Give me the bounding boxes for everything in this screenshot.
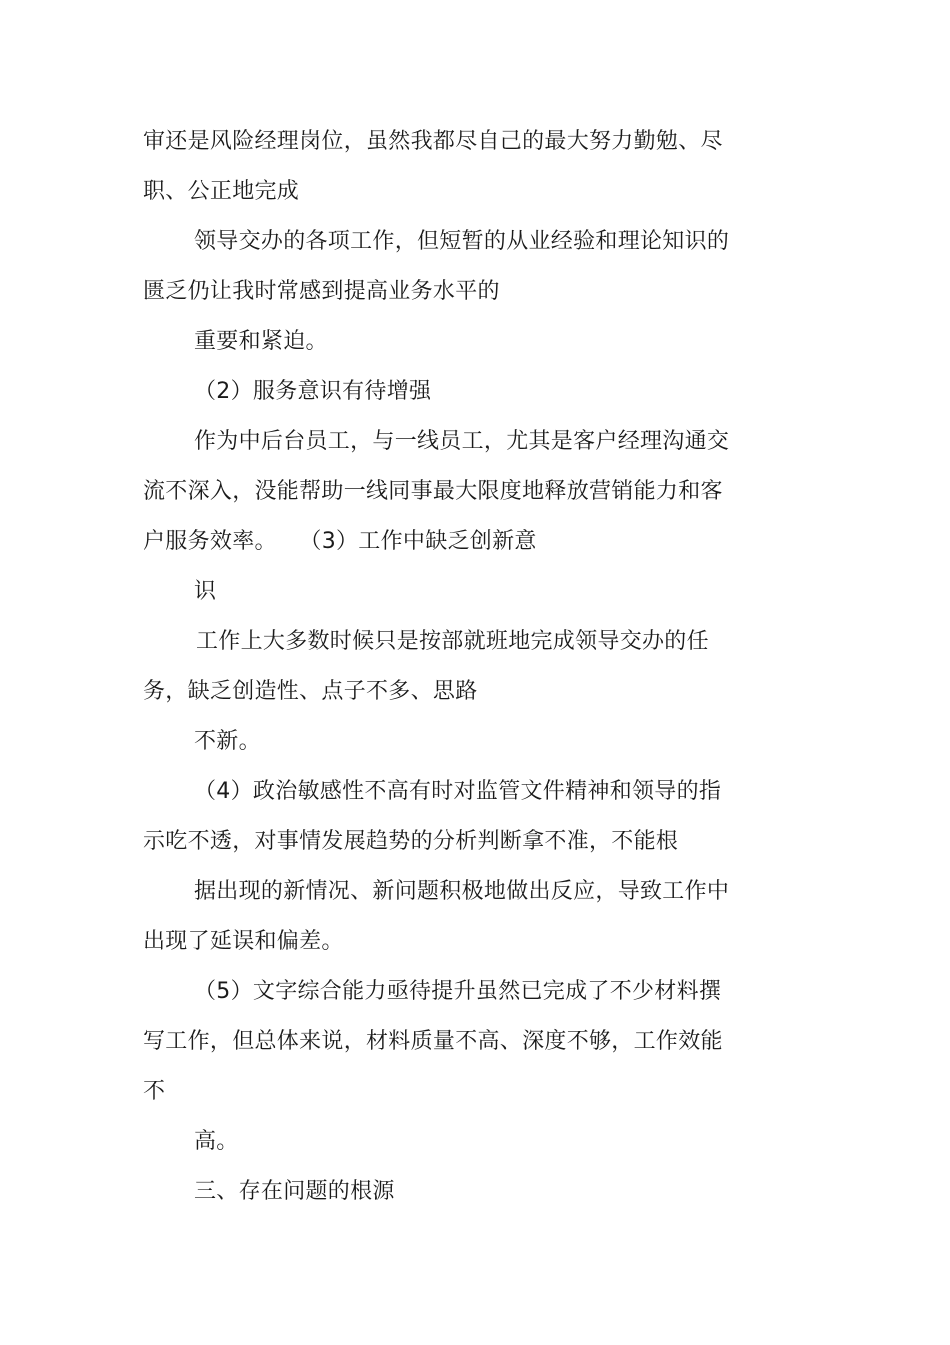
text-line: 写工作，但总体来说，材料质量不高、深度不够，工作效能 <box>143 1029 723 1054</box>
text-line: 匮乏仍让我时常感到提高业务水平的 <box>143 279 500 304</box>
text-line: 务，缺乏创造性、点子不多、思路 <box>143 679 478 704</box>
text-line: 示吃不透，对事情发展趋势的分析判断拿不准，不能根 <box>143 829 679 854</box>
text-line: 流不深入，没能帮助一线同事最大限度地释放营销能力和客 <box>143 479 723 504</box>
text-line: 重要和紧迫。 <box>194 329 328 354</box>
text-line: 领导交办的各项工作，但短暂的从业经验和理论知识的 <box>194 229 730 254</box>
text-line: 识 <box>194 579 217 604</box>
text-line: 据出现的新情况、新问题积极地做出反应，导致工作中 <box>194 879 730 904</box>
text-line: 高。 <box>194 1129 239 1154</box>
text-line: 不新。 <box>194 729 261 754</box>
section-heading: （4）政治敏感性不高有时对监管文件精神和领导的指 <box>194 779 722 804</box>
text-line: 户服务效率。 （3）工作中缺乏创新意 <box>143 529 537 554</box>
text-line: 出现了延误和偏差。 <box>143 929 344 954</box>
text-line: 作为中后台员工，与一线员工，尤其是客户经理沟通交 <box>194 429 730 454</box>
text-line: 审还是风险经理岗位，虽然我都尽自己的最大努力勤勉、尽 <box>143 129 723 154</box>
text-line: 职、公正地完成 <box>143 179 300 204</box>
section-heading: （2）服务意识有待增强 <box>194 379 432 404</box>
text-line: 工作上大多数时候只是按部就班地完成领导交办的任 <box>196 629 709 654</box>
text-line: 不 <box>143 1079 166 1104</box>
section-heading: 三、存在问题的根源 <box>194 1179 395 1204</box>
section-heading: （5）文字综合能力亟待提升虽然已完成了不少材料撰 <box>194 979 722 1004</box>
